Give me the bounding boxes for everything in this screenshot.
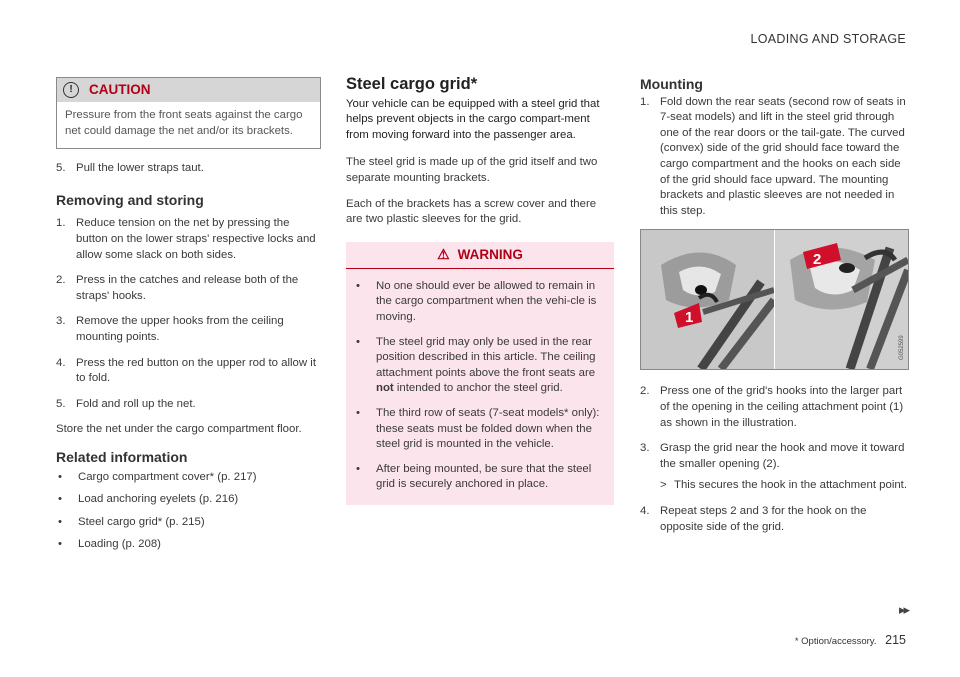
mounting-step-2 [640, 384, 908, 431]
step-number: 4. [56, 356, 66, 369]
mounting-step-3 [640, 441, 908, 472]
related-heading: Related information [56, 448, 188, 465]
callout-2-label: 2 [813, 251, 822, 269]
step-number: 2. [640, 385, 650, 398]
caution-title: CAUTION [89, 82, 151, 98]
warning-text: The third row of seats (7-seat models* only): these seats must be folded down when the steel grid is mounted in the vehicle. [376, 406, 600, 451]
result-text: This secures the hook in the attachment point. [674, 479, 908, 492]
paragraph-grid-parts: The steel grid is made up of the grid itself and two separate mounting brackets. [346, 156, 598, 184]
step-text: Fold and roll up the net. [76, 397, 196, 410]
caution-text: Pressure from the front seats against the cargo net could damage the net and/or its brackets. [65, 109, 303, 137]
warning-emphasis: not [376, 382, 394, 395]
warning-item [354, 335, 606, 397]
warning-header [346, 242, 614, 269]
bullet-icon: • [356, 406, 360, 419]
removing-step-5 [56, 397, 321, 413]
column-middle [346, 77, 614, 505]
related-link-steel-grid[interactable] [56, 515, 321, 531]
illustration-left-panel [641, 230, 774, 369]
warning-item [354, 279, 606, 326]
mounting-step-1 [640, 95, 908, 220]
bullet-icon: • [58, 515, 62, 528]
step-number: 5. [56, 162, 66, 175]
warning-text-part: intended to anchor the steel grid. [393, 382, 563, 395]
step-5 [56, 161, 321, 177]
step-number: 4. [640, 504, 650, 517]
bullet-icon: • [58, 493, 62, 506]
storage-note: Store the net under the cargo compartment floor. [56, 423, 302, 436]
mounting-step-4 [640, 504, 908, 535]
result-marker: > [660, 479, 667, 492]
section-header: LOADING AND STORAGE [750, 32, 906, 46]
removing-step-4 [56, 356, 321, 387]
related-link-text[interactable]: Cargo compartment cover* (p. 217) [78, 470, 257, 483]
illustration-code: G052599 [899, 335, 905, 361]
caution-header [57, 78, 320, 102]
mounting-heading: Mounting [640, 76, 703, 92]
warning-item [354, 462, 606, 493]
bullet-icon: • [356, 462, 360, 475]
footnote: * Option/accessory. [794, 636, 877, 647]
warning-triangle-icon: ⚠ [437, 245, 450, 262]
bullet-icon: • [356, 279, 360, 292]
step-number: 5. [56, 397, 66, 410]
column-left [56, 77, 321, 560]
illustration-right-panel [774, 230, 908, 369]
bullet-icon: • [58, 538, 62, 551]
paragraph-brackets: Each of the brackets has a screw cover and there are two plastic sleeves for the grid. [346, 197, 597, 226]
exclamation-circle-icon: ! [63, 82, 79, 98]
warning-item [354, 406, 606, 453]
step-number: 3. [640, 442, 650, 455]
step-number: 1. [640, 95, 650, 108]
illustration-right-svg [775, 230, 908, 369]
callout-1-label: 1 [685, 309, 694, 327]
page-title: Steel cargo grid* [346, 75, 478, 93]
step-number: 1. [56, 217, 66, 230]
step-number: 3. [56, 315, 66, 328]
bullet-icon: • [356, 335, 360, 348]
removing-heading: Removing and storing [56, 191, 204, 208]
continue-arrows-icon: ▸▸ [898, 602, 908, 617]
removing-step-2 [56, 273, 321, 304]
related-link-text[interactable]: Load anchoring eyelets (p. 216) [78, 493, 239, 506]
step-text: Grasp the grid near the hook and move it toward the smaller opening (2). [660, 442, 905, 470]
step-text: Fold down the rear seats (second row of seats in 7-seat models) and lift in the steel grid through one of the rear doors or the tail-gate. The curved (convex) side of the grid should face toward the cargo compartment and the hooks on each side of the grid should face upward. The mounting brackets and plastic sleeves are not needed in this step. [660, 95, 906, 217]
step-number: 2. [56, 274, 66, 287]
caution-box [56, 77, 321, 149]
related-link-text[interactable]: Steel cargo grid* (p. 215) [78, 515, 205, 528]
removing-step-1 [56, 216, 321, 263]
step-text: Press in the catches and release both of the straps' hooks. [76, 274, 299, 302]
warning-text [376, 335, 606, 397]
mounting-illustration [640, 229, 909, 370]
warning-text: After being mounted, be sure that the steel grid is securely anchored in place. [376, 462, 592, 491]
step-text: Remove the upper hooks from the ceiling mounting points. [76, 315, 284, 343]
step-text: Reduce tension on the net by pressing the button on the lower straps' respective locks and allow some slack on both sides. [76, 217, 316, 261]
step-3-result [660, 478, 908, 494]
lead-paragraph: Your vehicle can be equipped with a steel grid that helps prevent objects in the cargo compart-ment from moving forward into the passenger area. [346, 97, 600, 141]
illustration-left-svg [641, 230, 774, 369]
bullet-icon: • [58, 470, 62, 483]
warning-box [346, 242, 614, 505]
removing-step-3 [56, 314, 321, 345]
step-text: Repeat steps 2 and 3 for the hook on the opposite side of the grid. [660, 504, 867, 533]
warning-title: WARNING [457, 246, 523, 262]
page-number: 215 [885, 633, 906, 647]
warning-text-part: The steel grid may only be used in the rear position described in this article. The ceiling attachment points above the front seats are [376, 335, 596, 379]
warning-text: No one should ever be allowed to remain in the cargo compartment when the vehi-cle is moving. [376, 279, 597, 323]
step-text: Pull the lower straps taut. [76, 162, 204, 175]
related-link-cargo-cover[interactable] [56, 470, 321, 486]
step-text: Press the red button on the upper rod to allow it to fold. [76, 356, 316, 385]
step-text: Press one of the grid's hooks into the larger part of the opening in the ceiling attachment point (1) as shown in the illustration. [660, 385, 904, 429]
column-right [640, 77, 908, 545]
page-footer [795, 633, 906, 647]
related-link-text[interactable]: Loading (p. 208) [78, 538, 161, 551]
related-link-loading[interactable] [56, 537, 321, 553]
related-link-eyelets[interactable] [56, 492, 321, 508]
